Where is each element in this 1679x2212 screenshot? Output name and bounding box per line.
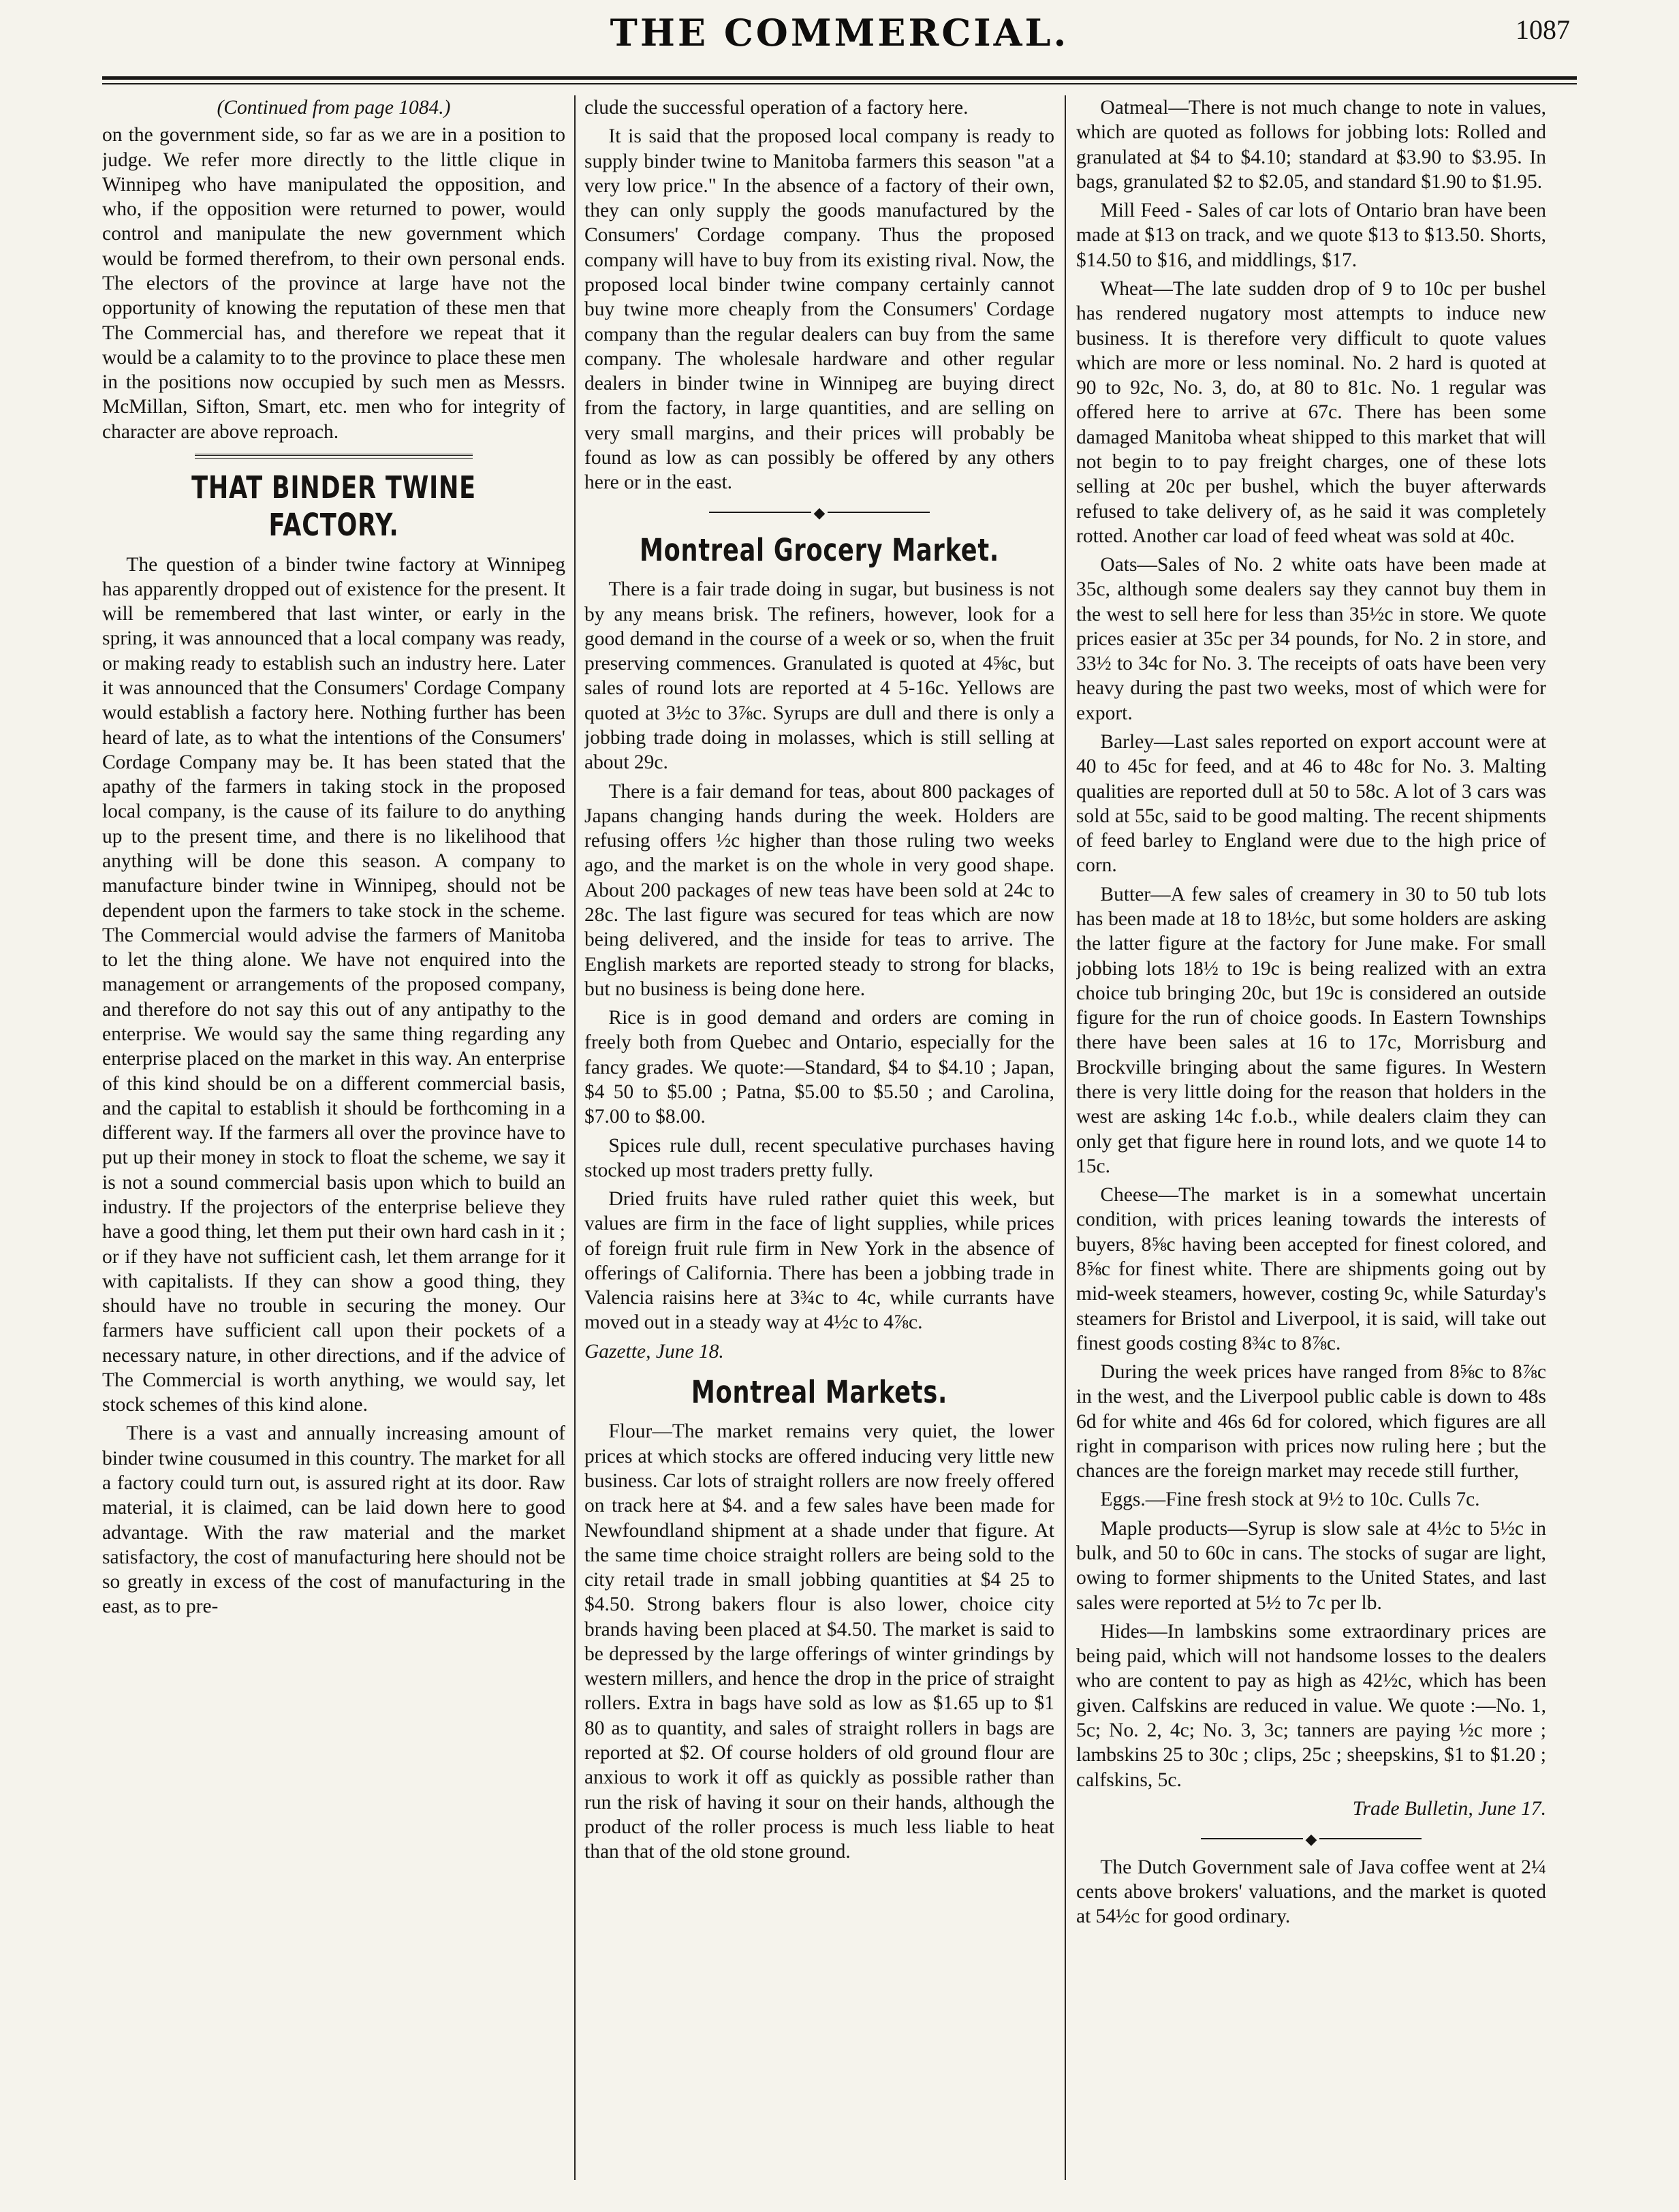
market-paragraph: Mill Feed - Sales of car lots of Ontario bran have been made at $13 on track, and we quote $13 to $13.50. Shorts, $14.50 to $16, and middlings, $17.: [1076, 200, 1546, 271]
masthead: [102, 7, 1577, 75]
section-separator: ◆: [1076, 1828, 1546, 1848]
market-paragraph: Maple products—Syrup is slow sale at 4½c to 5½c in bulk, and 50 to 60c in cans. The stocks of sugar are light, owing to former shipments to the United States, and last sales were reported at 5½ to 7c per lb.: [1076, 1517, 1546, 1614]
article-paragraph: Flour—The market remains very quiet, the lower prices at which stocks are offered inducing very little new business. Car lots of straight rollers are now freely offered on track here at $4. and a few sales have been made for Newfoundland shipment at a shade under that figure. At the same time choice straight rollers are being sold to the city retail trade in small jobbing quantities at $4 25 to $4.50. Strong bakers flour is also lower, choice city brands having been placed at $4.50. The market is said to be depressed by the large offerings of winter grindings by western millers, and hence the drop in the price of straight rollers. Extra in bags have sold as low as $1.65 up to $1 80 as to quantity, and sales of straight rollers in bags are reported at $2. Of course holders of old ground flour are anxious to work it off as quickly as possible rather than run the risk of having it sour on their hands, although the product of the roller process is much less liable to heat than that of the old stone ground.: [584, 1420, 1054, 1863]
masthead-rule-thick: [102, 76, 1577, 80]
column-1: [102, 95, 565, 2187]
source-credit: Trade Bulletin, June 17.: [1352, 1797, 1546, 1820]
article-paragraph: Spices rule dull, recent speculative purchases having stocked up most traders pretty fully.: [584, 1134, 1054, 1181]
market-paragraph: Hides—In lambskins some extraordinary prices are being paid, which will not handsome losses to the dealers who are content to pay as high as 42½c, which has been given. Calfskins are reduced in value. We quote :—No. 1, 5c; No. 2, 4c; No. 3, 3c; tanners are paying ½c more ; lambskins 25 to 30c ; clips, 25c ; sheepskins, $1 to $1.20 ; calfskins, 5c.: [1076, 1620, 1546, 1791]
article-paragraph: Rice is in good demand and orders are coming in freely both from Quebec and Ontario, especially for the fancy grades. We quote:—Standard, $4 to $4.10 ; Japan, $4 50 to $5.00 ; Patna, $5.00 to $5.50 ; and Carolina, $7.00 to $8.00.: [584, 1007, 1054, 1128]
market-paragraph: Butter—A few sales of creamery in 30 to 50 tub lots has been made at 18 to 18½c, but some holders are asking the latter figure at the factory for June make. For small jobbing lots 18½ to 19c is being realized with an extra choice tub bringing 20c, but 19c is considered an outside figure for the run of choice goods. In Eastern Townships there have been sales at 16 to 17c, Morrisburg and Brockville bringing about the same figures. In Western there is very little doing for the reason that holders in the west are asking 14c f.o.b., while dealers claim they can only get that figure here in round lots, and we quote 14 to 15c.: [1076, 883, 1546, 1177]
market-paragraph: Eggs.—Fine fresh stock at 9½ to 10c. Culls 7c.: [1100, 1489, 1480, 1511]
source-credit: Gazette, June 18.: [584, 1340, 724, 1362]
column-3: [1076, 95, 1546, 2187]
article-paragraph: There is a fair trade doing in sugar, but business is not by any means brisk. The refiners, however, look for a good demand in the course of a week or so, when the fruit preserving commences. Granulated is quoted at 4⅝c, but sales of round lots are reported at 4 5-16c. Yellows are quoted at 3½c to 3⅞c. Syrups are dull and there is only a jobbing trade doing in molasses, which is still selling at about 29c.: [584, 578, 1054, 774]
article-paragraph: on the government side, so far as we are in a position to judge. We refer more directly to the little clique in Winnipeg who have manipulated the opposition, and who, if the opposition were returned to power, would control and manipulate the new government which would be formed therefrom, to their own personal ends. The electors of the province at large have not the opportunity of knowing the reputation of these men that The Commercial has, and therefore we repeat that it would be a calamity to to the province to place these men in the positions now occupied by such men as Messrs. McMillan, Sifton, Smart, etc. men who for integrity of character are above reproach.: [102, 124, 565, 443]
market-paragraph: Wheat—The late sudden drop of 9 to 10c per bushel has rendered nugatory most attempts to induce new business. It is therefore very difficult to quote values which are more or less nominal. No. 2 hard is quoted at 90 to 92c, No. 3, do, at 80 to 81c. No. 1 regular was offered here to arrive at 67c. There has been some damaged Manitoba wheat shipped to this market that will not begin to to pay freight charges, one of these lots selling at 20c per bushel, which the buyer afterwards refused to take delivery of, as he said it was completely rotted. Another car load of feed wheat was sold at 40c.: [1076, 277, 1546, 547]
continued-note: (Continued from page 1084.): [217, 97, 451, 119]
market-paragraph: Oatmeal—There is not much change to note in values, which are quoted as follows for jobbing lots: Rolled and granulated at $4 to $4.10; standard at $3.90 to $3.95. In bags, granulated $2 to $2.05, and standard $1.90 to $1.95.: [1076, 97, 1546, 193]
headline-montreal-markets: Montreal Markets.: [691, 1374, 948, 1411]
article-paragraph: There is a fair demand for teas, about 800 packages of Japans changing hands during the week. Holders are refusing offers ½c higher than those ruling two weeks ago, and the market is on the whole in very good shape. About 200 packages of new teas have been sold at 24c to 28c. The last figure was secured for teas which are now being delivered, and the inside for teas to arrive. The English markets are reported steady to strong for blacks, but no business is being done here.: [584, 780, 1054, 1000]
article-paragraph: It is said that the proposed local company is ready to supply binder twine to Manitoba farmers this season "at a very low price." In the absence of a factory of their own, they can only supply the goods manufactured by the Consumers' Cordage company. Thus the proposed company will have to buy from its existing rival. Now, the proposed local binder twine company certainly cannot buy twine more cheaply from the Consumers' Cordage company than the regular dealers can buy from the same company. The wholesale hardware and other regular dealers in binder twine in Winnipeg are buying direct from the factory, in large quantities, and are selling on very small margins, and their prices will probably be found as low as can possibly be offered by any others here or in the east.: [584, 125, 1054, 494]
column-divider: [574, 95, 576, 2180]
section-rule: [195, 454, 473, 459]
headline-binder-twine: THAT BINDER TWINE FACTORY.: [191, 469, 476, 544]
market-paragraph: Oats—Sales of No. 2 white oats have been made at 35c, although some dealers say they cannot buy them in the west to sell here for less than 35½c in store. We quote prices easier at 35c per 34 pounds, for No. 2 in store, and 33½ to 34c for No. 3. The receipts of oats have been very heavy during the past two weeks, most of which were for export.: [1076, 554, 1546, 724]
article-paragraph: The question of a binder twine factory at Winnipeg has apparently dropped out of existence for the present. It will be remembered that last winter, or early in the spring, it was announced that a local company was ready, or making ready to establish such an industry here. Later it was announced that the Consumers' Cordage Company would establish a factory here. Nothing further has been heard of late, as to what the intentions of the Consumers' Cordage Company may be. It has been stated that the apathy of the farmers in taking stock in the proposed local company, is the cause of its failure to do anything up to the present time, and there is no likelihood that anything will be done this season. A company to manufacture binder twine in Winnipeg, should not be dependent upon the farmers to take stock in the scheme. The Commercial would advise the farmers of Manitoba to let the thing alone. We have not enquired into the management or arrangements of the proposed company, and therefore do not say this out of any antipathy to the enterprise. We would say the same thing regarding any enterprise placed on the market in this way. An enterprise of this kind should be on a different commercial basis, and the capital to establish it should be forthcoming in a different way. If the farmers all over the province have to put up their money in stock to float the scheme, we say it is not a sound commercial basis upon which to build an industry. If the projectors of the enterprise believe they have a good thing, let them put their own hard cash in it ; or if they have not sufficient cash, let them arrange for it with capitalists. If they can show a good thing, they should have no trouble in securing the money. Our farmers have sufficient call upon their pockets of a necessary nature, in other directions, and if the advice of The Commercial is worth anything, we would say, let stock schemes of this kind alone.: [102, 553, 565, 1416]
masthead-rule-thin: [102, 83, 1577, 84]
page-number: 1087: [1516, 14, 1570, 45]
market-paragraph: Barley—Last sales reported on export account were at 40 to 45c for feed, and at 46 to 48c for No. 3. Malting qualities are reported dull at 50 to 58c. A lot of 3 cars was sold at 55c, said to be good malting. The recent shipments of feed barley to England were due to the high price of corn.: [1076, 731, 1546, 877]
article-paragraph: Dried fruits have ruled rather quiet this week, but values are firm in the face of light supplies, while prices of foreign fruit rule firm in New York in the absence of offerings of California. There has been a jobbing trade in Valencia raisins here at 3¾c to 4c, while currants have moved out in a steady way at 4½c to 4⅞c.: [584, 1188, 1054, 1334]
column-2: [584, 95, 1054, 2187]
market-paragraph: During the week prices have ranged from 8⅝c to 8⅞c in the west, and the Liverpool public cable is down to 48s 6d for white and 46s 6d for colored, which figures are all right in comparison with prices now ruling here ; but the chances are the foreign market may recede still further,: [1076, 1361, 1546, 1482]
section-separator: ◆: [584, 502, 1054, 522]
market-paragraph: The Dutch Government sale of Java coffee went at 2¼ cents above brokers' valuations, and the market is quoted at 54½c for good ordinary.: [1076, 1856, 1546, 1928]
headline-grocery-market: Montreal Grocery Market.: [639, 531, 1000, 568]
article-paragraph: There is a vast and annually increasing amount of binder twine cousumed in this country. The market for all a factory could turn out, is assured right at its door. Raw material, it is claimed, can be laid down here to good advantage. With the raw material and the market satisfactory, the cost of manufacturing here should not be so greatly in excess of the cost of manufacturing in the east, as to pre-: [102, 1422, 565, 1618]
article-paragraph: clude the successful operation of a factory here.: [584, 97, 969, 119]
column-divider: [1065, 95, 1066, 2180]
masthead-title: THE COMMERCIAL.: [610, 11, 1069, 54]
market-paragraph: Cheese—The market is in a somewhat uncertain condition, with prices leaning towards the interests of buyers, 8⅝c having been accepted for finest colored, and 8⅝c for finest white. There are shipments going out by mid-week steamers, however, costing 9c, while Saturday's steamers for Bristol and Liverpool, it is said, will take out finest goods costing 8¾c to 8⅞c.: [1076, 1184, 1546, 1354]
